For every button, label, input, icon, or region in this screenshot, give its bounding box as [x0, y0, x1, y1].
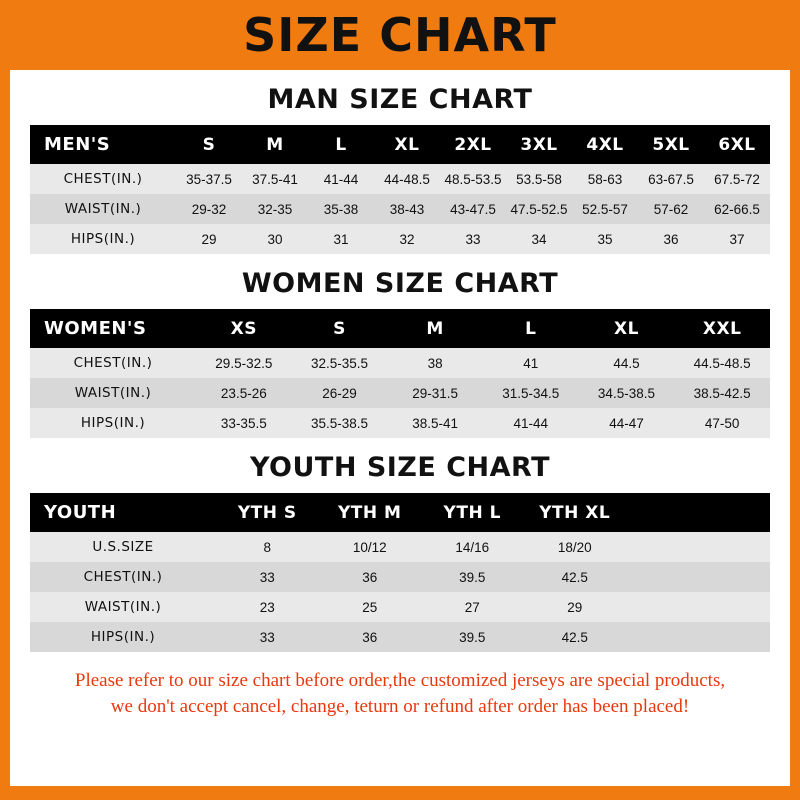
table-cell: 33 — [216, 622, 319, 652]
table-cell: 31.5-34.5 — [483, 378, 579, 408]
column-header-spacer — [626, 493, 770, 532]
table-cell: 44.5 — [579, 348, 675, 378]
youth-section — [10, 452, 790, 652]
table-cell: 38-43 — [374, 194, 440, 224]
table-cell: 44.5-48.5 — [674, 348, 770, 378]
table-cell: 33-35.5 — [196, 408, 292, 438]
table-cell: 58-63 — [572, 164, 638, 194]
row-label: CHEST(IN.) — [30, 164, 176, 194]
table-cell: 35-37.5 — [176, 164, 242, 194]
table-cell: 31 — [308, 224, 374, 254]
column-header: 4XL — [572, 125, 638, 164]
table-cell: 32-35 — [242, 194, 308, 224]
row-label: WAIST(IN.) — [30, 378, 196, 408]
table-cell: 38.5-41 — [387, 408, 483, 438]
column-header: 5XL — [638, 125, 704, 164]
table-cell: 36 — [638, 224, 704, 254]
table-cell: 14/16 — [421, 532, 524, 562]
table-cell: 47-50 — [674, 408, 770, 438]
men-section — [10, 84, 790, 254]
column-header: L — [483, 309, 579, 348]
table-cell: 25 — [319, 592, 422, 622]
table-cell: 44-47 — [579, 408, 675, 438]
row-label: HIPS(IN.) — [30, 408, 196, 438]
table-cell: 39.5 — [421, 562, 524, 592]
table-cell: 37.5-41 — [242, 164, 308, 194]
table-row — [30, 622, 770, 652]
column-header: XS — [196, 309, 292, 348]
table-cell: 36 — [319, 622, 422, 652]
table-row — [30, 592, 770, 622]
table-header-row — [30, 493, 770, 532]
table-cell-spacer — [626, 562, 770, 592]
column-header: L — [308, 125, 374, 164]
footer-note-line-2: we don't accept cancel, change, teturn or refund after order has been placed! — [110, 695, 690, 717]
table-cell: 29-31.5 — [387, 378, 483, 408]
table-cell: 57-62 — [638, 194, 704, 224]
table-cell: 67.5-72 — [704, 164, 770, 194]
table-cell: 43-47.5 — [440, 194, 506, 224]
column-header: M — [387, 309, 483, 348]
men-size-table — [30, 125, 770, 254]
youth-size-table — [30, 493, 770, 652]
table-cell: 29.5-32.5 — [196, 348, 292, 378]
column-header: 2XL — [440, 125, 506, 164]
table-cell: 38 — [387, 348, 483, 378]
table-cell: 29-32 — [176, 194, 242, 224]
column-header: 6XL — [704, 125, 770, 164]
column-header: XXL — [674, 309, 770, 348]
table-cell: 41-44 — [308, 164, 374, 194]
table-cell: 33 — [440, 224, 506, 254]
column-header: S — [176, 125, 242, 164]
table-cell: 37 — [704, 224, 770, 254]
table-cell: 18/20 — [524, 532, 627, 562]
table-cell: 35 — [572, 224, 638, 254]
table-cell: 53.5-58 — [506, 164, 572, 194]
table-cell-spacer — [626, 592, 770, 622]
table-header-row — [30, 125, 770, 164]
table-cell: 34.5-38.5 — [579, 378, 675, 408]
column-header: YTH L — [421, 493, 524, 532]
table-cell: 23 — [216, 592, 319, 622]
table-cell: 8 — [216, 532, 319, 562]
table-cell: 48.5-53.5 — [440, 164, 506, 194]
column-header: XL — [579, 309, 675, 348]
table-cell: 29 — [176, 224, 242, 254]
column-header: YTH XL — [524, 493, 627, 532]
table-cell: 35-38 — [308, 194, 374, 224]
column-header: M — [242, 125, 308, 164]
column-header: XL — [374, 125, 440, 164]
table-cell: 41-44 — [483, 408, 579, 438]
table-row — [30, 562, 770, 592]
table-cell-spacer — [626, 622, 770, 652]
women-section-title: WOMEN SIZE CHART — [241, 268, 559, 299]
table-header-row — [30, 309, 770, 348]
table-cell: 23.5-26 — [196, 378, 292, 408]
column-header: S — [292, 309, 388, 348]
footer-note-line-1: Please refer to our size chart before order,the customized jerseys are special products, — [74, 670, 726, 691]
banner — [0, 0, 800, 70]
table-cell: 52.5-57 — [572, 194, 638, 224]
page-title: SIZE CHART — [243, 8, 557, 62]
row-label: CHEST(IN.) — [30, 562, 216, 592]
row-label: WAIST(IN.) — [30, 592, 216, 622]
table-cell: 32 — [374, 224, 440, 254]
table-cell: 39.5 — [421, 622, 524, 652]
table-cell: 38.5-42.5 — [674, 378, 770, 408]
table-cell: 35.5-38.5 — [292, 408, 388, 438]
column-header: YTH S — [216, 493, 319, 532]
row-label: WAIST(IN.) — [30, 194, 176, 224]
table-cell: 30 — [242, 224, 308, 254]
table-cell: 27 — [421, 592, 524, 622]
table-row — [30, 194, 770, 224]
table-cell: 41 — [483, 348, 579, 378]
table-cell: 10/12 — [319, 532, 422, 562]
table-cell: 63-67.5 — [638, 164, 704, 194]
table-row — [30, 224, 770, 254]
table-cell: 33 — [216, 562, 319, 592]
table-cell: 44-48.5 — [374, 164, 440, 194]
women-size-table — [30, 309, 770, 438]
table-cell: 26-29 — [292, 378, 388, 408]
row-label: U.S.SIZE — [30, 532, 216, 562]
column-header: YOUTH — [30, 493, 216, 532]
table-cell: 36 — [319, 562, 422, 592]
table-row — [30, 408, 770, 438]
men-section-title: MAN SIZE CHART — [267, 84, 533, 115]
row-label: HIPS(IN.) — [30, 622, 216, 652]
column-header: MEN'S — [30, 125, 176, 164]
table-cell: 29 — [524, 592, 627, 622]
table-cell: 32.5-35.5 — [292, 348, 388, 378]
table-cell: 47.5-52.5 — [506, 194, 572, 224]
row-label: HIPS(IN.) — [30, 224, 176, 254]
column-header: 3XL — [506, 125, 572, 164]
column-header: WOMEN'S — [30, 309, 196, 348]
table-row — [30, 348, 770, 378]
table-cell: 62-66.5 — [704, 194, 770, 224]
table-cell: 34 — [506, 224, 572, 254]
table-cell-spacer — [626, 532, 770, 562]
table-row — [30, 378, 770, 408]
table-row — [30, 164, 770, 194]
column-header: YTH M — [319, 493, 422, 532]
table-cell: 42.5 — [524, 622, 627, 652]
women-section — [10, 268, 790, 438]
footer-note — [20, 668, 780, 719]
youth-section-title: YOUTH SIZE CHART — [249, 452, 551, 483]
table-row — [30, 532, 770, 562]
bottom-accent-strip — [0, 786, 800, 800]
table-cell: 42.5 — [524, 562, 627, 592]
row-label: CHEST(IN.) — [30, 348, 196, 378]
